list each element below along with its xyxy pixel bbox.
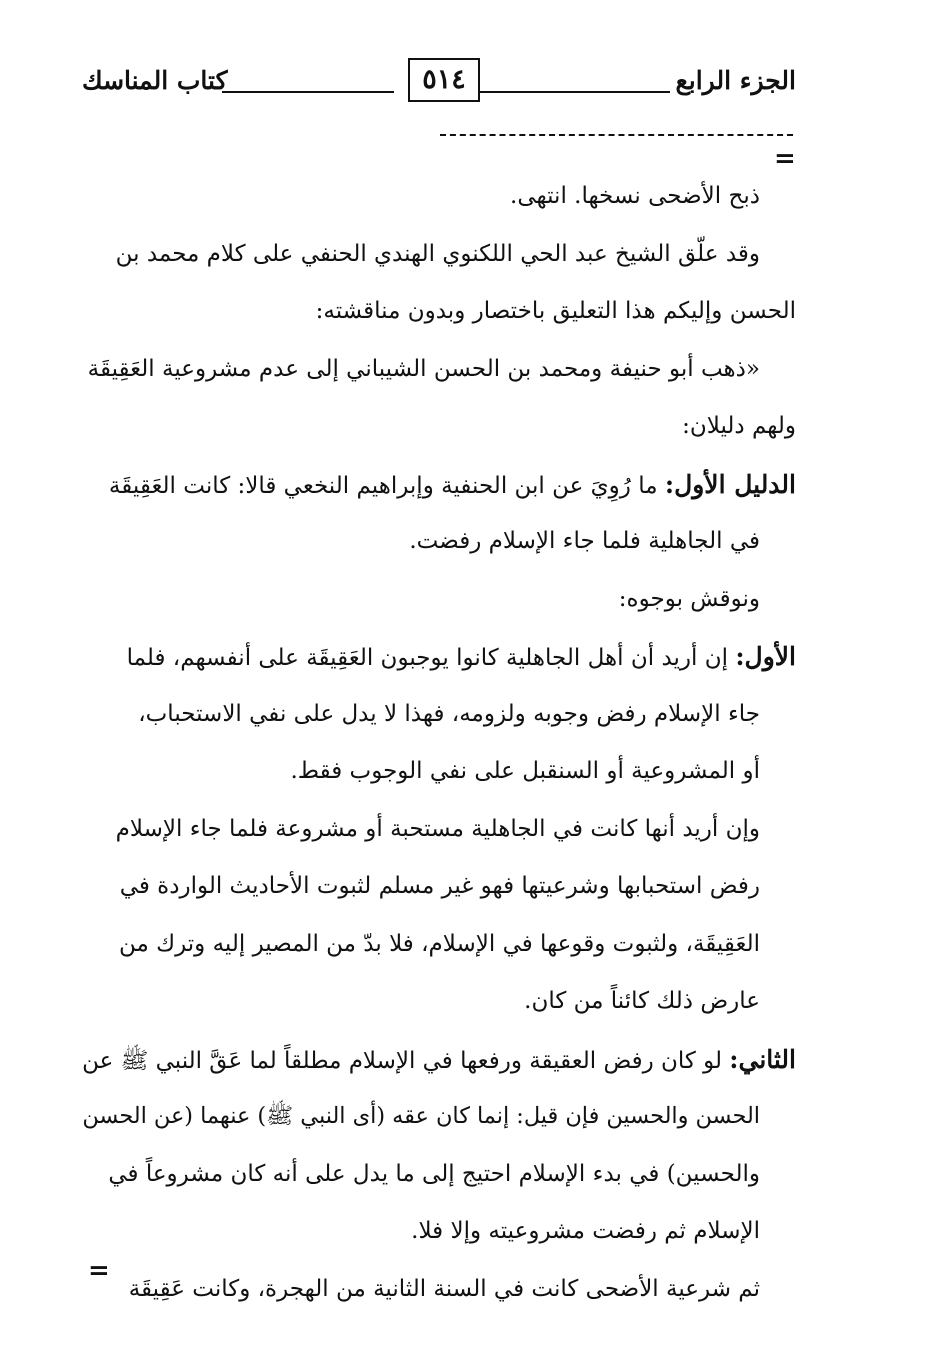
text-line [82, 686, 796, 744]
line-text: وقد علّق الشيخ عبد الحي اللكنوي الهندي الحنفي على كلام محمد بن [115, 240, 760, 267]
continuation-mark-top: = [774, 144, 796, 174]
page-number-box: ٥١٤ [408, 58, 480, 102]
section-label: الدليل الأول: [664, 469, 796, 499]
book-title: كتاب المناسك [82, 66, 228, 95]
page-body [82, 168, 796, 1318]
text-line [82, 801, 796, 859]
section-line [82, 628, 796, 686]
line-text: ما رُوِيَ عن ابن الحنفية وإبراهيم النخعي قالا: كانت العَقِيقَة [108, 472, 665, 499]
line-text: «ذهب أبو حنيفة ومحمد بن الحسن الشيباني إلى عدم مشروعية العَقِيقَة [87, 355, 760, 382]
text-line [82, 398, 796, 456]
text-line [82, 571, 796, 629]
section-label: الأول: [735, 642, 796, 671]
text-line [82, 1261, 796, 1319]
header-rule-left [222, 91, 394, 93]
line-text: لو كان رفض العقيقة ورفعها في الإسلام مطلقاً لما عَقَّ النبي ﷺ عن [82, 1047, 730, 1074]
section-label: الثاني: [729, 1044, 796, 1074]
continuation-dashed-rule [440, 134, 793, 136]
text-line [82, 1146, 796, 1204]
continuation-mark-bottom: = [88, 1256, 110, 1286]
line-text: جاء الإسلام رفض وجوبه ولزومه، فهذا لا يدل على نفي الاستحباب، [138, 700, 760, 727]
line-text: ذبح الأضحى نسخها. انتهى. [510, 183, 760, 209]
line-text: الحسن والحسين فإن قيل: إنما كان عقه (أى النبي ﷺ) عنهما (عن الحسن [82, 1103, 760, 1129]
line-text: في الجاهلية فلما جاء الإسلام رفضت. [409, 528, 760, 554]
text-line [82, 513, 796, 571]
text-line [82, 1088, 796, 1146]
text-line [82, 973, 796, 1031]
running-header [82, 62, 796, 106]
line-text: رفض استحبابها وشرعيتها فهو غير مسلم لثبوت الأحاديث الواردة في [119, 873, 760, 899]
header-rule-right [480, 91, 670, 93]
text-line [82, 743, 796, 801]
line-text: عارض ذلك كائناً من كان. [524, 988, 760, 1014]
text-line [82, 916, 796, 974]
volume-title: الجزء الرابع [675, 66, 796, 95]
line-text: الحسن وإليكم هذا التعليق باختصار وبدون مناقشته: [315, 298, 796, 324]
line-text: ونوقش بوجوه: [618, 585, 760, 612]
line-text: وإن أريد أنها كانت في الجاهلية مستحبة أو مشروعة فلما جاء الإسلام [115, 815, 760, 842]
text-line [82, 858, 796, 916]
line-text: الإسلام ثم رفضت مشروعيته وإلا فلا. [411, 1218, 760, 1244]
text-line [82, 283, 796, 341]
line-text: العَقِيقَة، ولثبوت وقوعها في الإسلام، فلا بدّ من المصير إليه وترك من [118, 930, 760, 957]
text-line [82, 1203, 796, 1261]
line-text: أو المشروعية أو السنقبل على نفي الوجوب فقط. [290, 758, 760, 784]
text-line [82, 341, 796, 399]
text-line [82, 226, 796, 284]
line-text: إن أريد أن أهل الجاهلية كانوا يوجبون العَقِيقَة على أنفسهم، فلما [126, 645, 736, 671]
line-text: ثم شرعية الأضحى كانت في السنة الثانية من الهجرة، وكانت عَقِيقَة [128, 1275, 760, 1302]
section-line [82, 1031, 796, 1089]
text-line [82, 168, 796, 226]
line-text: ولهم دليلان: [682, 413, 796, 439]
section-line [82, 456, 796, 514]
line-text: والحسين) في بدء الإسلام احتيج إلى ما يدل على أنه كان مشروعاً في [108, 1160, 760, 1187]
